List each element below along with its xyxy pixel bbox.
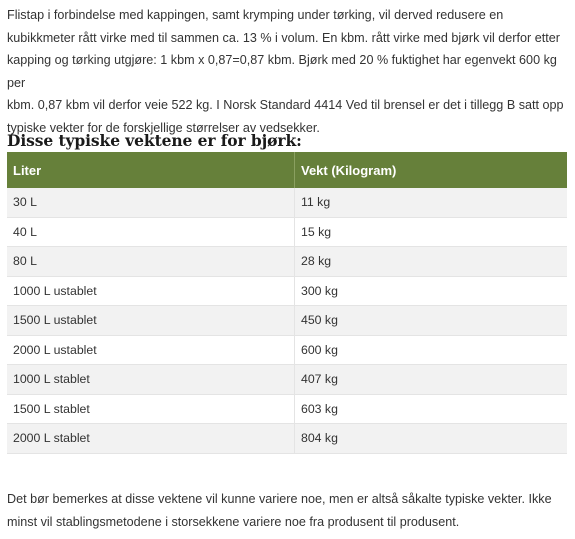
cell-weight: 407 kg	[295, 365, 568, 395]
outro-line-1: Det bør bemerkes at disse vektene vil kunne variere noe, men er altså såkalte typiske vekter. Ikke	[7, 492, 552, 506]
cell-liter: 2000 L ustablet	[7, 335, 295, 365]
cell-liter: 2000 L stablet	[7, 424, 295, 454]
header-liter: Liter	[7, 152, 295, 188]
intro-line-4: kbm. 0,87 kbm vil derfor veie 522 kg. I Norsk Standard 4414 Ved til brensel er det i tillegg B satt opp	[7, 98, 564, 112]
cell-weight: 300 kg	[295, 276, 568, 306]
cell-liter: 1000 L stablet	[7, 365, 295, 395]
cell-weight: 600 kg	[295, 335, 568, 365]
intro-line-2: kubikkmeter rått virke med til sammen ca. 13 % i volum. En kbm. rått virke med bjørk vil derfor etter	[7, 30, 560, 45]
cell-liter: 80 L	[7, 247, 295, 277]
header-weight: Vekt (Kilogram)	[295, 152, 568, 188]
table-row	[7, 217, 567, 247]
intro-line-3: kapping og tørking utgjøre: 1 kbm x 0,87=0,87 kbm. Bjørk med 20 % fuktighet har egenvekt 600 kg per	[7, 53, 557, 90]
table-row	[7, 394, 567, 424]
cell-liter: 1500 L ustablet	[7, 306, 295, 336]
weights-table	[7, 152, 567, 454]
cell-liter: 40 L	[7, 217, 295, 247]
table-row	[7, 335, 567, 365]
table-row	[7, 276, 567, 306]
cell-weight: 15 kg	[295, 217, 568, 247]
table-row	[7, 365, 567, 395]
table-row	[7, 188, 567, 217]
cell-weight: 11 kg	[295, 188, 568, 217]
table-row	[7, 306, 567, 336]
intro-line-1: Flistap i forbindelse med kappingen, samt krymping under tørking, vil derved redusere en	[7, 8, 504, 22]
cell-weight: 28 kg	[295, 247, 568, 277]
cell-weight: 603 kg	[295, 394, 568, 424]
cell-liter: 30 L	[7, 188, 295, 217]
intro-paragraph	[7, 4, 569, 139]
outro-paragraph	[7, 488, 569, 533]
cell-liter: 1000 L ustablet	[7, 276, 295, 306]
table-heading: Disse typiske vektene er for bjørk:	[7, 131, 302, 150]
cell-weight: 450 kg	[295, 306, 568, 336]
table-row	[7, 424, 567, 454]
table-row	[7, 247, 567, 277]
table-header-row	[7, 152, 567, 188]
cell-weight: 804 kg	[295, 424, 568, 454]
intro-line-5: typiske vekter for de forskjellige størrelser av vedsekker.	[7, 120, 320, 135]
outro-line-2: minst vil stablingsmetodene i storsekkene variere noe fra produsent til produsent.	[7, 514, 460, 529]
cell-liter: 1500 L stablet	[7, 394, 295, 424]
